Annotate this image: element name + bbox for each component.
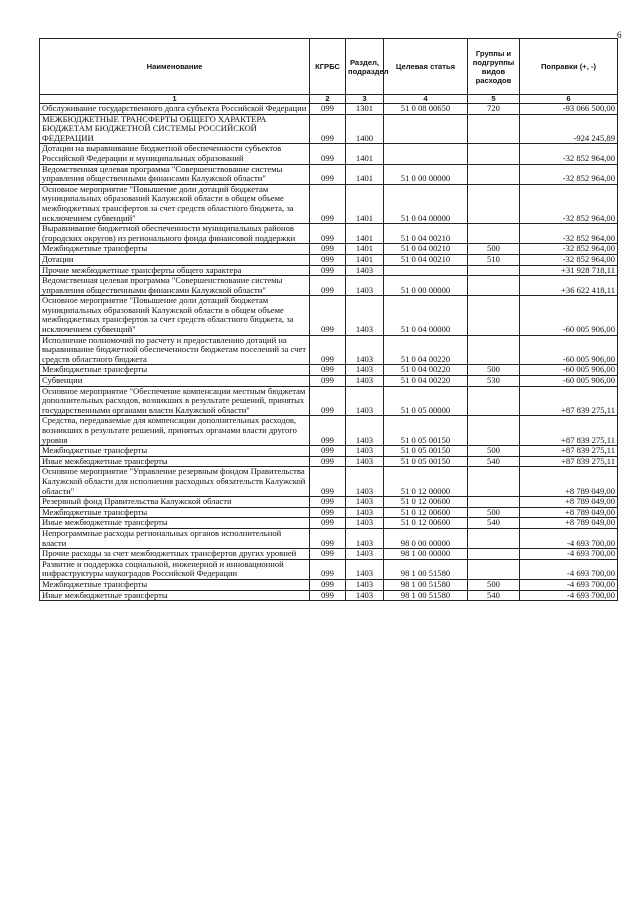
row-amount: +87 839 275,11 bbox=[520, 446, 618, 457]
row-name: Основное мероприятие "Управление резервным фондом Правительства Калужской области для исполнения расходных обязательств Калужской области" bbox=[40, 467, 310, 497]
row-amount: -60 005 906,00 bbox=[520, 335, 618, 365]
row-target-article: 51 0 04 00210 bbox=[384, 224, 468, 244]
row-amount: -32 852 964,00 bbox=[520, 144, 618, 164]
table-row bbox=[40, 497, 618, 508]
row-kgrbs: 099 bbox=[310, 164, 346, 184]
row-name: Ведомственная целевая программа "Совершенствование системы управления общественными финансами Калужской области" bbox=[40, 276, 310, 296]
table-row bbox=[40, 579, 618, 590]
row-amount: -32 852 964,00 bbox=[520, 224, 618, 244]
budget-amendments-table bbox=[39, 38, 618, 601]
table-row bbox=[40, 446, 618, 457]
table-row bbox=[40, 549, 618, 560]
row-target-article: 51 0 05 00150 bbox=[384, 456, 468, 467]
row-expense-group bbox=[468, 559, 520, 579]
row-section: 1403 bbox=[346, 559, 384, 579]
row-kgrbs: 099 bbox=[310, 416, 346, 446]
row-kgrbs: 099 bbox=[310, 528, 346, 548]
row-kgrbs: 099 bbox=[310, 497, 346, 508]
row-target-article: 51 0 05 00150 bbox=[384, 416, 468, 446]
row-expense-group bbox=[468, 276, 520, 296]
table-row bbox=[40, 507, 618, 518]
row-expense-group bbox=[468, 528, 520, 548]
row-expense-group bbox=[468, 467, 520, 497]
row-expense-group bbox=[468, 114, 520, 144]
header-kgrbs: КГРБС bbox=[310, 39, 346, 95]
table-row bbox=[40, 144, 618, 164]
row-target-article: 98 1 00 51580 bbox=[384, 579, 468, 590]
row-kgrbs: 099 bbox=[310, 244, 346, 255]
row-expense-group bbox=[468, 164, 520, 184]
row-expense-group: 720 bbox=[468, 104, 520, 115]
row-target-article: 51 0 04 00210 bbox=[384, 254, 468, 265]
row-section: 1403 bbox=[346, 507, 384, 518]
row-target-article: 98 1 00 00000 bbox=[384, 549, 468, 560]
row-name: Иные межбюджетные трансферты bbox=[40, 456, 310, 467]
row-kgrbs: 099 bbox=[310, 507, 346, 518]
row-name: Межбюджетные трансферты bbox=[40, 507, 310, 518]
row-amount: +8 789 049,00 bbox=[520, 467, 618, 497]
column-number: 4 bbox=[384, 95, 468, 104]
row-kgrbs: 099 bbox=[310, 365, 346, 376]
row-target-article: 51 0 04 00210 bbox=[384, 244, 468, 255]
table-row bbox=[40, 335, 618, 365]
row-section: 1403 bbox=[346, 590, 384, 601]
row-name: Иные межбюджетные трансферты bbox=[40, 518, 310, 529]
row-name: Ведомственная целевая программа "Совершенствование системы управления общественными финансами Калужской области" bbox=[40, 164, 310, 184]
header-target-article: Целевая статья bbox=[384, 39, 468, 95]
row-kgrbs: 099 bbox=[310, 296, 346, 335]
table-row bbox=[40, 276, 618, 296]
row-kgrbs: 099 bbox=[310, 276, 346, 296]
row-section: 1403 bbox=[346, 276, 384, 296]
row-target-article: 51 0 00 00000 bbox=[384, 276, 468, 296]
row-name: Обслуживание государственного долга субъекта Российской Федерации bbox=[40, 104, 310, 115]
header-name: Наименование bbox=[40, 39, 310, 95]
row-target-article: 51 0 04 00000 bbox=[384, 296, 468, 335]
row-name: Дотации на выравнивание бюджетной обеспеченности субъектов Российской Федерации и муниципальных образований bbox=[40, 144, 310, 164]
row-expense-group bbox=[468, 224, 520, 244]
column-number: 3 bbox=[346, 95, 384, 104]
row-name: Средства, передаваемые для компенсации дополнительных расходов, возникших в результате решений, принятых органами власти другого уровня bbox=[40, 416, 310, 446]
row-expense-group: 510 bbox=[468, 254, 520, 265]
row-target-article bbox=[384, 114, 468, 144]
table-row bbox=[40, 518, 618, 529]
row-amount: -4 693 700,00 bbox=[520, 590, 618, 601]
row-kgrbs: 099 bbox=[310, 386, 346, 416]
row-name: Выравнивание бюджетной обеспеченности муниципальных районов (городских округов) из регионального фонда финансовой поддержки bbox=[40, 224, 310, 244]
row-amount: -93 066 500,00 bbox=[520, 104, 618, 115]
row-expense-group: 500 bbox=[468, 507, 520, 518]
row-section: 1403 bbox=[346, 518, 384, 529]
row-amount: +36 622 418,11 bbox=[520, 276, 618, 296]
row-name: Межбюджетные трансферты bbox=[40, 244, 310, 255]
table-row bbox=[40, 164, 618, 184]
row-kgrbs: 099 bbox=[310, 265, 346, 276]
table-row bbox=[40, 244, 618, 255]
column-number: 1 bbox=[40, 95, 310, 104]
row-expense-group bbox=[468, 296, 520, 335]
row-name: Развитие и поддержка социальной, инженерной и инновационной инфраструктуры наукоградов Российской Федерации bbox=[40, 559, 310, 579]
row-amount: +87 839 275,11 bbox=[520, 416, 618, 446]
row-kgrbs: 099 bbox=[310, 579, 346, 590]
row-kgrbs: 099 bbox=[310, 590, 346, 601]
row-amount: -32 852 964,00 bbox=[520, 184, 618, 223]
row-amount: -4 693 700,00 bbox=[520, 559, 618, 579]
row-section: 1403 bbox=[346, 386, 384, 416]
row-target-article: 51 0 05 00150 bbox=[384, 446, 468, 457]
header-section: Раздел, подраздел bbox=[346, 39, 384, 95]
row-name: Дотации bbox=[40, 254, 310, 265]
row-expense-group bbox=[468, 416, 520, 446]
row-amount: -60 005 906,00 bbox=[520, 376, 618, 387]
row-section: 1401 bbox=[346, 164, 384, 184]
row-name: Межбюджетные трансферты bbox=[40, 579, 310, 590]
table-body bbox=[40, 104, 618, 601]
row-name: Основное мероприятие "Повышение доли дотаций бюджетам муниципальных образований Калужской области в общем объеме межбюджетных трансфертов за счет средств областного бюджета, за исключением субвенций" bbox=[40, 184, 310, 223]
row-section: 1401 bbox=[346, 254, 384, 265]
row-amount: +8 789 049,00 bbox=[520, 518, 618, 529]
row-name: Основное мероприятие "Обеспечение компенсации местным бюджетам дополнительных расходов, возникших в результате решений, принятых государственными органами власти Калужской области" bbox=[40, 386, 310, 416]
row-amount: -60 005 906,00 bbox=[520, 296, 618, 335]
row-target-article: 51 0 12 00000 bbox=[384, 467, 468, 497]
row-expense-group: 500 bbox=[468, 365, 520, 376]
row-section: 1401 bbox=[346, 224, 384, 244]
row-kgrbs: 099 bbox=[310, 184, 346, 223]
table-row bbox=[40, 386, 618, 416]
row-section: 1403 bbox=[346, 497, 384, 508]
table-row bbox=[40, 254, 618, 265]
row-expense-group bbox=[468, 497, 520, 508]
row-amount: -32 852 964,00 bbox=[520, 254, 618, 265]
row-kgrbs: 099 bbox=[310, 335, 346, 365]
row-amount: -60 005 906,00 bbox=[520, 365, 618, 376]
row-section: 1403 bbox=[346, 467, 384, 497]
row-target-article: 51 0 04 00220 bbox=[384, 365, 468, 376]
row-section: 1400 bbox=[346, 114, 384, 144]
table-row bbox=[40, 296, 618, 335]
column-number: 5 bbox=[468, 95, 520, 104]
row-section: 1401 bbox=[346, 244, 384, 255]
row-target-article: 51 0 12 00600 bbox=[384, 518, 468, 529]
row-target-article: 51 0 04 00220 bbox=[384, 376, 468, 387]
row-name: Исполнение полномочий по расчету и предоставлению дотаций на выравнивание бюджетной обеспеченности бюджетам поселений за счет средств областного бюджета bbox=[40, 335, 310, 365]
page-number: 6 bbox=[617, 30, 622, 40]
row-name: МЕЖБЮДЖЕТНЫЕ ТРАНСФЕРТЫ ОБЩЕГО ХАРАКТЕРА БЮДЖЕТАМ БЮДЖЕТНОЙ СИСТЕМЫ РОССИЙСКОЙ ФЕДЕРАЦИИ bbox=[40, 114, 310, 144]
row-target-article bbox=[384, 265, 468, 276]
row-name: Межбюджетные трансферты bbox=[40, 365, 310, 376]
row-amount: +8 789 049,00 bbox=[520, 497, 618, 508]
row-expense-group: 540 bbox=[468, 518, 520, 529]
row-section: 1403 bbox=[346, 296, 384, 335]
row-section: 1401 bbox=[346, 144, 384, 164]
column-number: 2 bbox=[310, 95, 346, 104]
row-section: 1401 bbox=[346, 184, 384, 223]
row-name: Основное мероприятие "Повышение доли дотаций бюджетам муниципальных образований Калужской области в общем объеме межбюджетных трансфертов за счет средств областного бюджета, за исключением субвенций" bbox=[40, 296, 310, 335]
row-section: 1403 bbox=[346, 376, 384, 387]
row-expense-group: 500 bbox=[468, 579, 520, 590]
table-row bbox=[40, 224, 618, 244]
table-row bbox=[40, 265, 618, 276]
row-target-article: 51 0 12 00600 bbox=[384, 497, 468, 508]
row-kgrbs: 099 bbox=[310, 446, 346, 457]
row-section: 1403 bbox=[346, 528, 384, 548]
row-kgrbs: 099 bbox=[310, 467, 346, 497]
row-target-article bbox=[384, 144, 468, 164]
row-name: Непрограммные расходы региональных органов исполнительной власти bbox=[40, 528, 310, 548]
table-row bbox=[40, 184, 618, 223]
row-target-article: 98 0 00 00000 bbox=[384, 528, 468, 548]
row-section: 1403 bbox=[346, 446, 384, 457]
row-target-article: 98 1 00 51580 bbox=[384, 590, 468, 601]
row-name: Резервный фонд Правительства Калужской области bbox=[40, 497, 310, 508]
row-section: 1403 bbox=[346, 456, 384, 467]
row-target-article: 51 0 12 00600 bbox=[384, 507, 468, 518]
table-row bbox=[40, 528, 618, 548]
row-expense-group bbox=[468, 335, 520, 365]
header-expense-group: Группы и подгруппы видов расходов bbox=[468, 39, 520, 95]
row-name: Прочие расходы за счет межбюджетных трансфертов других уровней bbox=[40, 549, 310, 560]
row-section: 1403 bbox=[346, 365, 384, 376]
row-expense-group: 500 bbox=[468, 446, 520, 457]
row-kgrbs: 099 bbox=[310, 104, 346, 115]
row-expense-group: 530 bbox=[468, 376, 520, 387]
column-number: 6 bbox=[520, 95, 618, 104]
row-section: 1403 bbox=[346, 335, 384, 365]
row-kgrbs: 099 bbox=[310, 114, 346, 144]
row-kgrbs: 099 bbox=[310, 456, 346, 467]
row-section: 1403 bbox=[346, 549, 384, 560]
table-row bbox=[40, 104, 618, 115]
row-amount: +87 839 275,11 bbox=[520, 386, 618, 416]
row-section: 1403 bbox=[346, 579, 384, 590]
row-target-article: 98 1 00 51580 bbox=[384, 559, 468, 579]
table-row bbox=[40, 114, 618, 144]
row-amount: +87 839 275,11 bbox=[520, 456, 618, 467]
table-row bbox=[40, 467, 618, 497]
row-amount: -924 245,89 bbox=[520, 114, 618, 144]
table-row bbox=[40, 416, 618, 446]
row-amount: +31 928 718,11 bbox=[520, 265, 618, 276]
row-kgrbs: 099 bbox=[310, 376, 346, 387]
table-row bbox=[40, 559, 618, 579]
row-amount: -32 852 964,00 bbox=[520, 244, 618, 255]
row-kgrbs: 099 bbox=[310, 144, 346, 164]
row-target-article: 51 0 04 00220 bbox=[384, 335, 468, 365]
header-amendments: Поправки (+, -) bbox=[520, 39, 618, 95]
table-row bbox=[40, 456, 618, 467]
table-row bbox=[40, 376, 618, 387]
row-amount: -4 693 700,00 bbox=[520, 579, 618, 590]
row-kgrbs: 099 bbox=[310, 549, 346, 560]
row-name: Иные межбюджетные трансферты bbox=[40, 590, 310, 601]
row-kgrbs: 099 bbox=[310, 224, 346, 244]
table-header-row bbox=[40, 39, 618, 95]
row-amount: -4 693 700,00 bbox=[520, 528, 618, 548]
row-section: 1301 bbox=[346, 104, 384, 115]
row-target-article: 51 0 05 00000 bbox=[384, 386, 468, 416]
row-section: 1403 bbox=[346, 265, 384, 276]
row-kgrbs: 099 bbox=[310, 254, 346, 265]
row-amount: -4 693 700,00 bbox=[520, 549, 618, 560]
row-expense-group bbox=[468, 386, 520, 416]
row-expense-group bbox=[468, 549, 520, 560]
row-amount: +8 789 049,00 bbox=[520, 507, 618, 518]
row-target-article: 51 0 00 00000 bbox=[384, 164, 468, 184]
row-target-article: 51 0 08 00650 bbox=[384, 104, 468, 115]
row-amount: -32 852 964,00 bbox=[520, 164, 618, 184]
row-kgrbs: 099 bbox=[310, 559, 346, 579]
row-expense-group: 500 bbox=[468, 244, 520, 255]
row-expense-group: 540 bbox=[468, 590, 520, 601]
row-section: 1403 bbox=[346, 416, 384, 446]
row-name: Прочие межбюджетные трансферты общего характера bbox=[40, 265, 310, 276]
row-target-article: 51 0 04 00000 bbox=[384, 184, 468, 223]
row-expense-group bbox=[468, 144, 520, 164]
row-expense-group bbox=[468, 184, 520, 223]
row-kgrbs: 099 bbox=[310, 518, 346, 529]
row-name: Субвенции bbox=[40, 376, 310, 387]
row-name: Межбюджетные трансферты bbox=[40, 446, 310, 457]
table-row bbox=[40, 365, 618, 376]
table-row bbox=[40, 590, 618, 601]
row-expense-group: 540 bbox=[468, 456, 520, 467]
row-expense-group bbox=[468, 265, 520, 276]
